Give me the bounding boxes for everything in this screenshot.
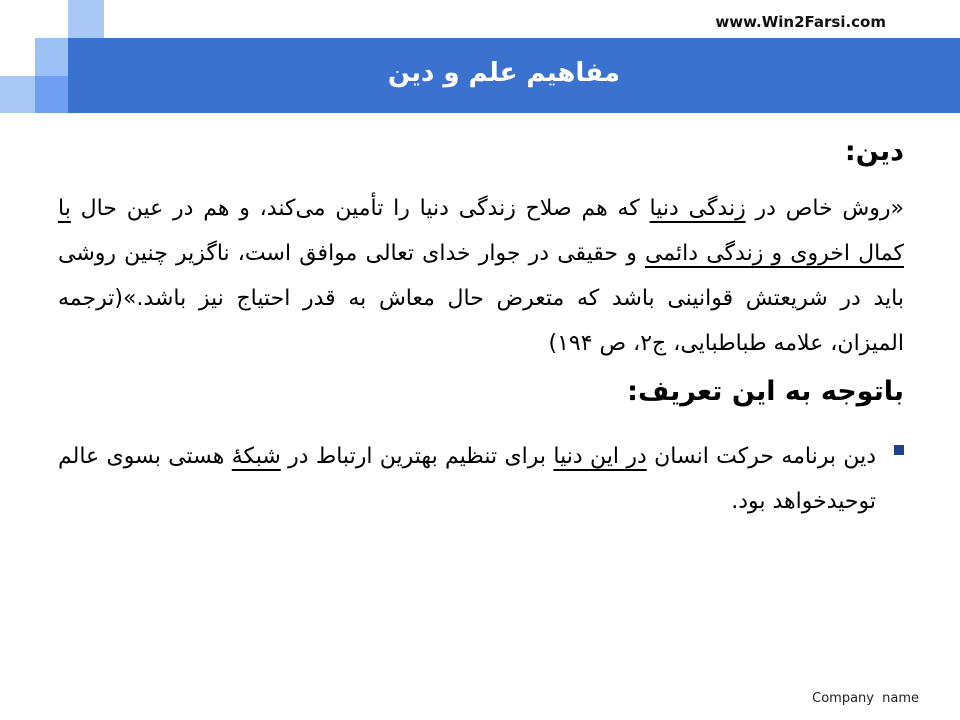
definition-paragraph	[58, 186, 904, 366]
decor-square	[35, 38, 68, 76]
decor-square	[68, 0, 104, 38]
bullet-item	[58, 434, 904, 524]
text-run: و حقیقی در جوار خدای تعالی موافق است، ناگزیر چنین روشی باید در شریعتش قوانینی باشد که متعرض حال معاش به قدر احتیاج نیز باشد.»(ترجمه المیزان، علامه طباطبایی، ج۲، ص ۱۹۴)	[58, 241, 904, 356]
site-url: www.Win2Farsi.com	[715, 13, 886, 31]
bullet-text	[58, 434, 876, 524]
underlined-text: شبکۀ	[231, 444, 281, 469]
square-bullet-icon	[894, 445, 904, 455]
text-run: دین برنامه حرکت انسان	[646, 444, 877, 469]
underlined-text: با کمال اخروی و زندگی دائمی	[58, 196, 904, 266]
decor-square	[0, 76, 35, 113]
text-run: «روش خاص در	[745, 196, 904, 221]
footer-company-name: Company name	[812, 691, 919, 706]
text-run: هستی بسوی عالم توحیدخواهد بود.	[58, 444, 876, 514]
slide-title: مفاهیم علم و دین	[387, 58, 620, 88]
text-run: برای تنظیم بهترین ارتباط در	[280, 444, 554, 469]
underlined-text: در این دنیا	[553, 444, 647, 469]
underlined-text: زندگی دنیا	[649, 196, 746, 221]
section-heading-definition: باتوجه به این تعریف:	[627, 376, 904, 407]
text-run: که هم صلاح زندگی دنیا را تأمین می‌کند، و هم در عین حال	[70, 196, 650, 221]
section-heading-religion: دین:	[844, 136, 904, 167]
decor-square	[35, 76, 68, 113]
